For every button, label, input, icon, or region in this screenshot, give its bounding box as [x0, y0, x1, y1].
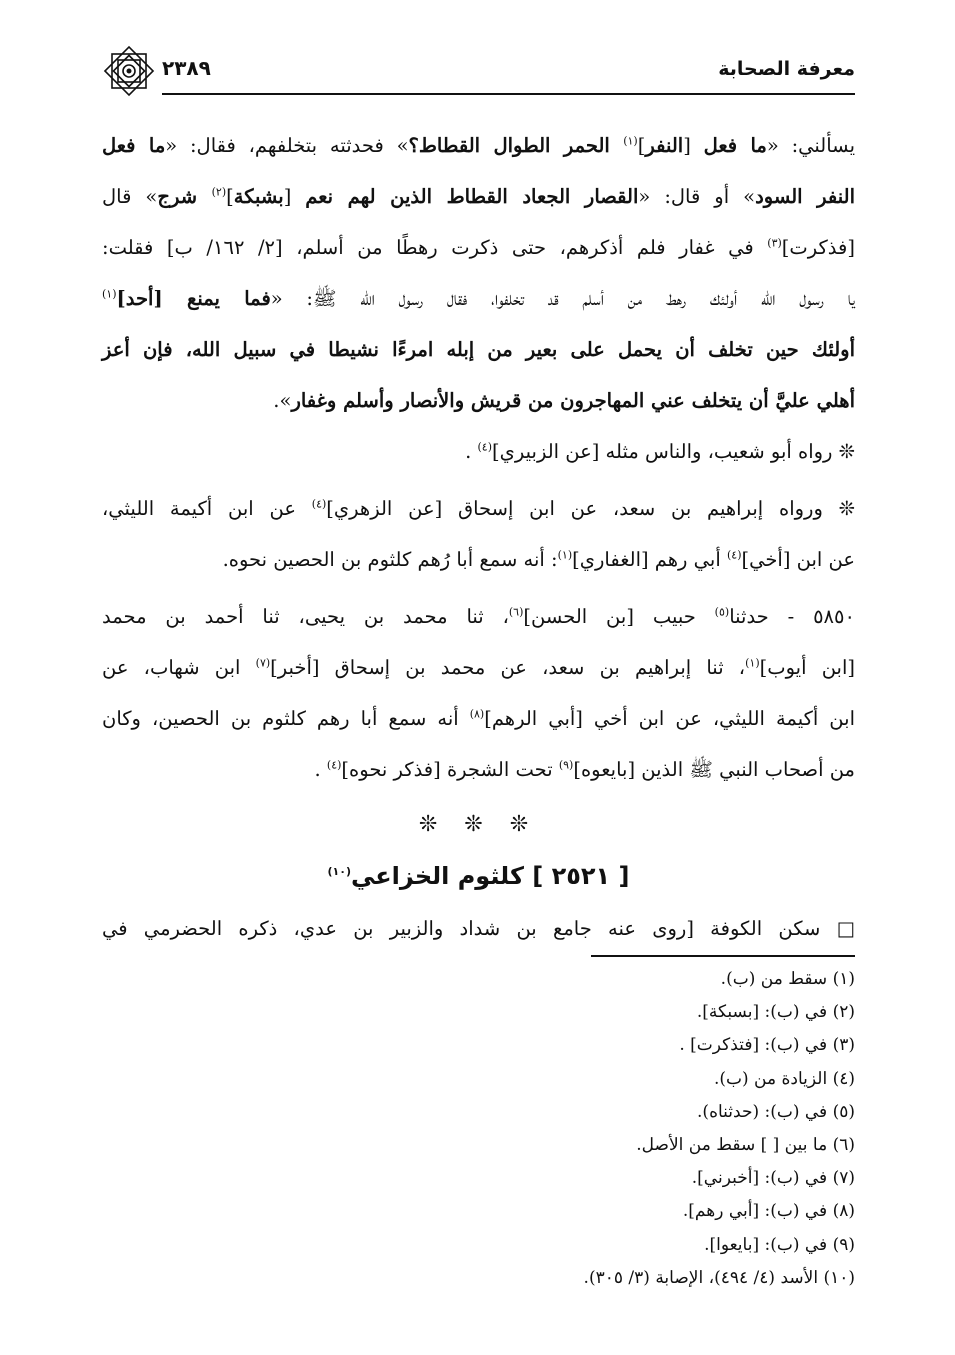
- footnote-item: (١٠) الأسد (٤/ ٤٩٤)، الإصابة (٣/ ٣٠٥).: [583, 1267, 855, 1288]
- page-number: ٢٣٨٩: [162, 56, 211, 80]
- header-rule: [162, 93, 855, 95]
- paragraph-4-line-4: من أصحاب النبي ﷺ الذين [بايعوه]$^{(٩)}$ تحت الشجرة [فذكر نحوه]$^{(٤)}$ .: [314, 758, 855, 781]
- paragraph-4-line-3: ابن أكيمة الليثي، عن ابن أخي [أبي الرهم]$^{(٨)}$ أنه سمع أبا رهم كلثوم بن الحصين، وكان: [102, 707, 855, 730]
- footnote-item: (٨) في (ب): [أبي رهم].: [682, 1201, 855, 1222]
- footnote-item: (٥) في (ب): (حدثناه).: [697, 1101, 855, 1122]
- paragraph-1-line-6: أهلي عليَّ أن يتخلف عني المهاجرون من قريش والأنصار وأسلم وغفار».: [273, 389, 855, 412]
- footnote-item: (٣) في (ب): [فتذكرت] .: [679, 1035, 855, 1056]
- footnote-ref: (١٠): [327, 865, 351, 878]
- paragraph-4-line-1: ٥٨٥٠ - حدثنا$^{(٥)}$ حبيب [بن الحسن]$^{(٦)}$، ثنا محمد بن يحيى، ثنا أحمد بن محمد: [102, 605, 855, 628]
- footnote-ref: (٤): [326, 758, 342, 772]
- footnote-ref: (١): [102, 287, 117, 301]
- paragraph-1-line-4: يا رسول الله أولئك رهط من أسلم قد تخلفوا، فقال رسول الله ﷺ: «فما يمنع [أحد]$^{(١)}$: [102, 287, 855, 310]
- paragraph-1-line-3: [فذكرت]$^{(٣)}$ في غفار فلم أذكرهم، حتى ذكرت رهطًا من أسلم، [٢/ ١٦٢/ ب] فقلت:: [102, 236, 855, 259]
- footnote-item: (١) سقط من (ب).: [720, 969, 855, 989]
- running-title: معرفة الصحابة: [718, 58, 855, 80]
- section-separator: ❊ ❊ ❊: [418, 812, 539, 837]
- footnote-ref: (٤): [477, 440, 493, 454]
- footnote-ref: (٤): [311, 497, 327, 511]
- footnote-ref: (٢): [211, 185, 227, 199]
- footnote-ref: (٧): [255, 656, 271, 670]
- footnote-item: (٤) الزيادة من (ب).: [713, 1068, 855, 1089]
- footnote-item: (٦) ما بين [ ] سقط من الأصل.: [636, 1134, 855, 1155]
- footnote-ref: (١): [623, 134, 638, 148]
- paragraph-3-line-1: ❊ ورواه إبراهيم بن سعد، عن ابن إسحاق [عن الزهري]$^{(٤)}$ عن ابن أكيمة الليثي،: [102, 497, 855, 520]
- footnote-ref: (٦): [508, 605, 524, 619]
- paragraph-3-line-2: عن ابن [أخي]$^{(٤)}$ أبي رهم [الغفاري]$^{(١)}$: أنه سمع أبا رُهم كلثوم بن الحصين نحوه.: [222, 548, 855, 571]
- paragraph-1-line-1: يسألني: «ما فعل [النفر]$^{(١)}$ الحمر الطوال القطاط؟» فحدثته بتخلفهم، فقال: «ما فعل: [102, 134, 856, 157]
- star-ornament-icon: [100, 42, 158, 100]
- footnote-rule: [591, 955, 855, 957]
- footnote-ref: (٥): [714, 605, 730, 619]
- paragraph-5: □ سكن الكوفة [روى عنه جامع بن شداد والزبير بن عدي، ذكره الحضرمي في: [102, 917, 855, 940]
- section-heading: [ ٢٥٢١ ] كلثوم الخزاعي$^{(١٠)}$: [327, 862, 630, 890]
- page-header: [100, 50, 855, 98]
- footnote-ref: (١): [557, 548, 573, 562]
- paragraph-4-line-2: [ابن أيوب]$^{(١)}$، ثنا إبراهيم بن سعد، عن محمد بن إسحاق [أخبر]$^{(٧)}$ ابن شهاب، عن: [102, 656, 855, 679]
- footnote-item: (٩) في (ب): [بايعوا].: [704, 1234, 855, 1255]
- footnote-ref: (٩): [558, 758, 574, 772]
- footnote-ref: (٣): [767, 236, 782, 250]
- footnote-item: (٢) في (ب): [بسبكة].: [696, 1002, 855, 1023]
- paragraph-2: ❊ رواه أبو شعيب، والناس مثله [عن الزبيري]$^{(٤)}$ .: [465, 440, 855, 463]
- footnotes: [155, 963, 855, 1295]
- footnote-item: (٧) في (ب): [أخبرني].: [691, 1168, 855, 1189]
- footnote-ref: (٨): [469, 707, 485, 721]
- main-text: [102, 120, 855, 954]
- paragraph-1-line-5: أولئك حين تخلف أن يحمل على بعير من إبله امرءًا نشيطا في سبيل الله، فإن أعز: [102, 338, 855, 361]
- paragraph-1-line-2: النفر السود» أو قال: «القصار الجعاد القطاط الذين لهم نعم [بشبكة]$^{(٢)}$ شرج» قال: [102, 185, 856, 208]
- footnote-ref: (٤): [726, 548, 742, 562]
- footnote-ref: (١): [745, 656, 760, 670]
